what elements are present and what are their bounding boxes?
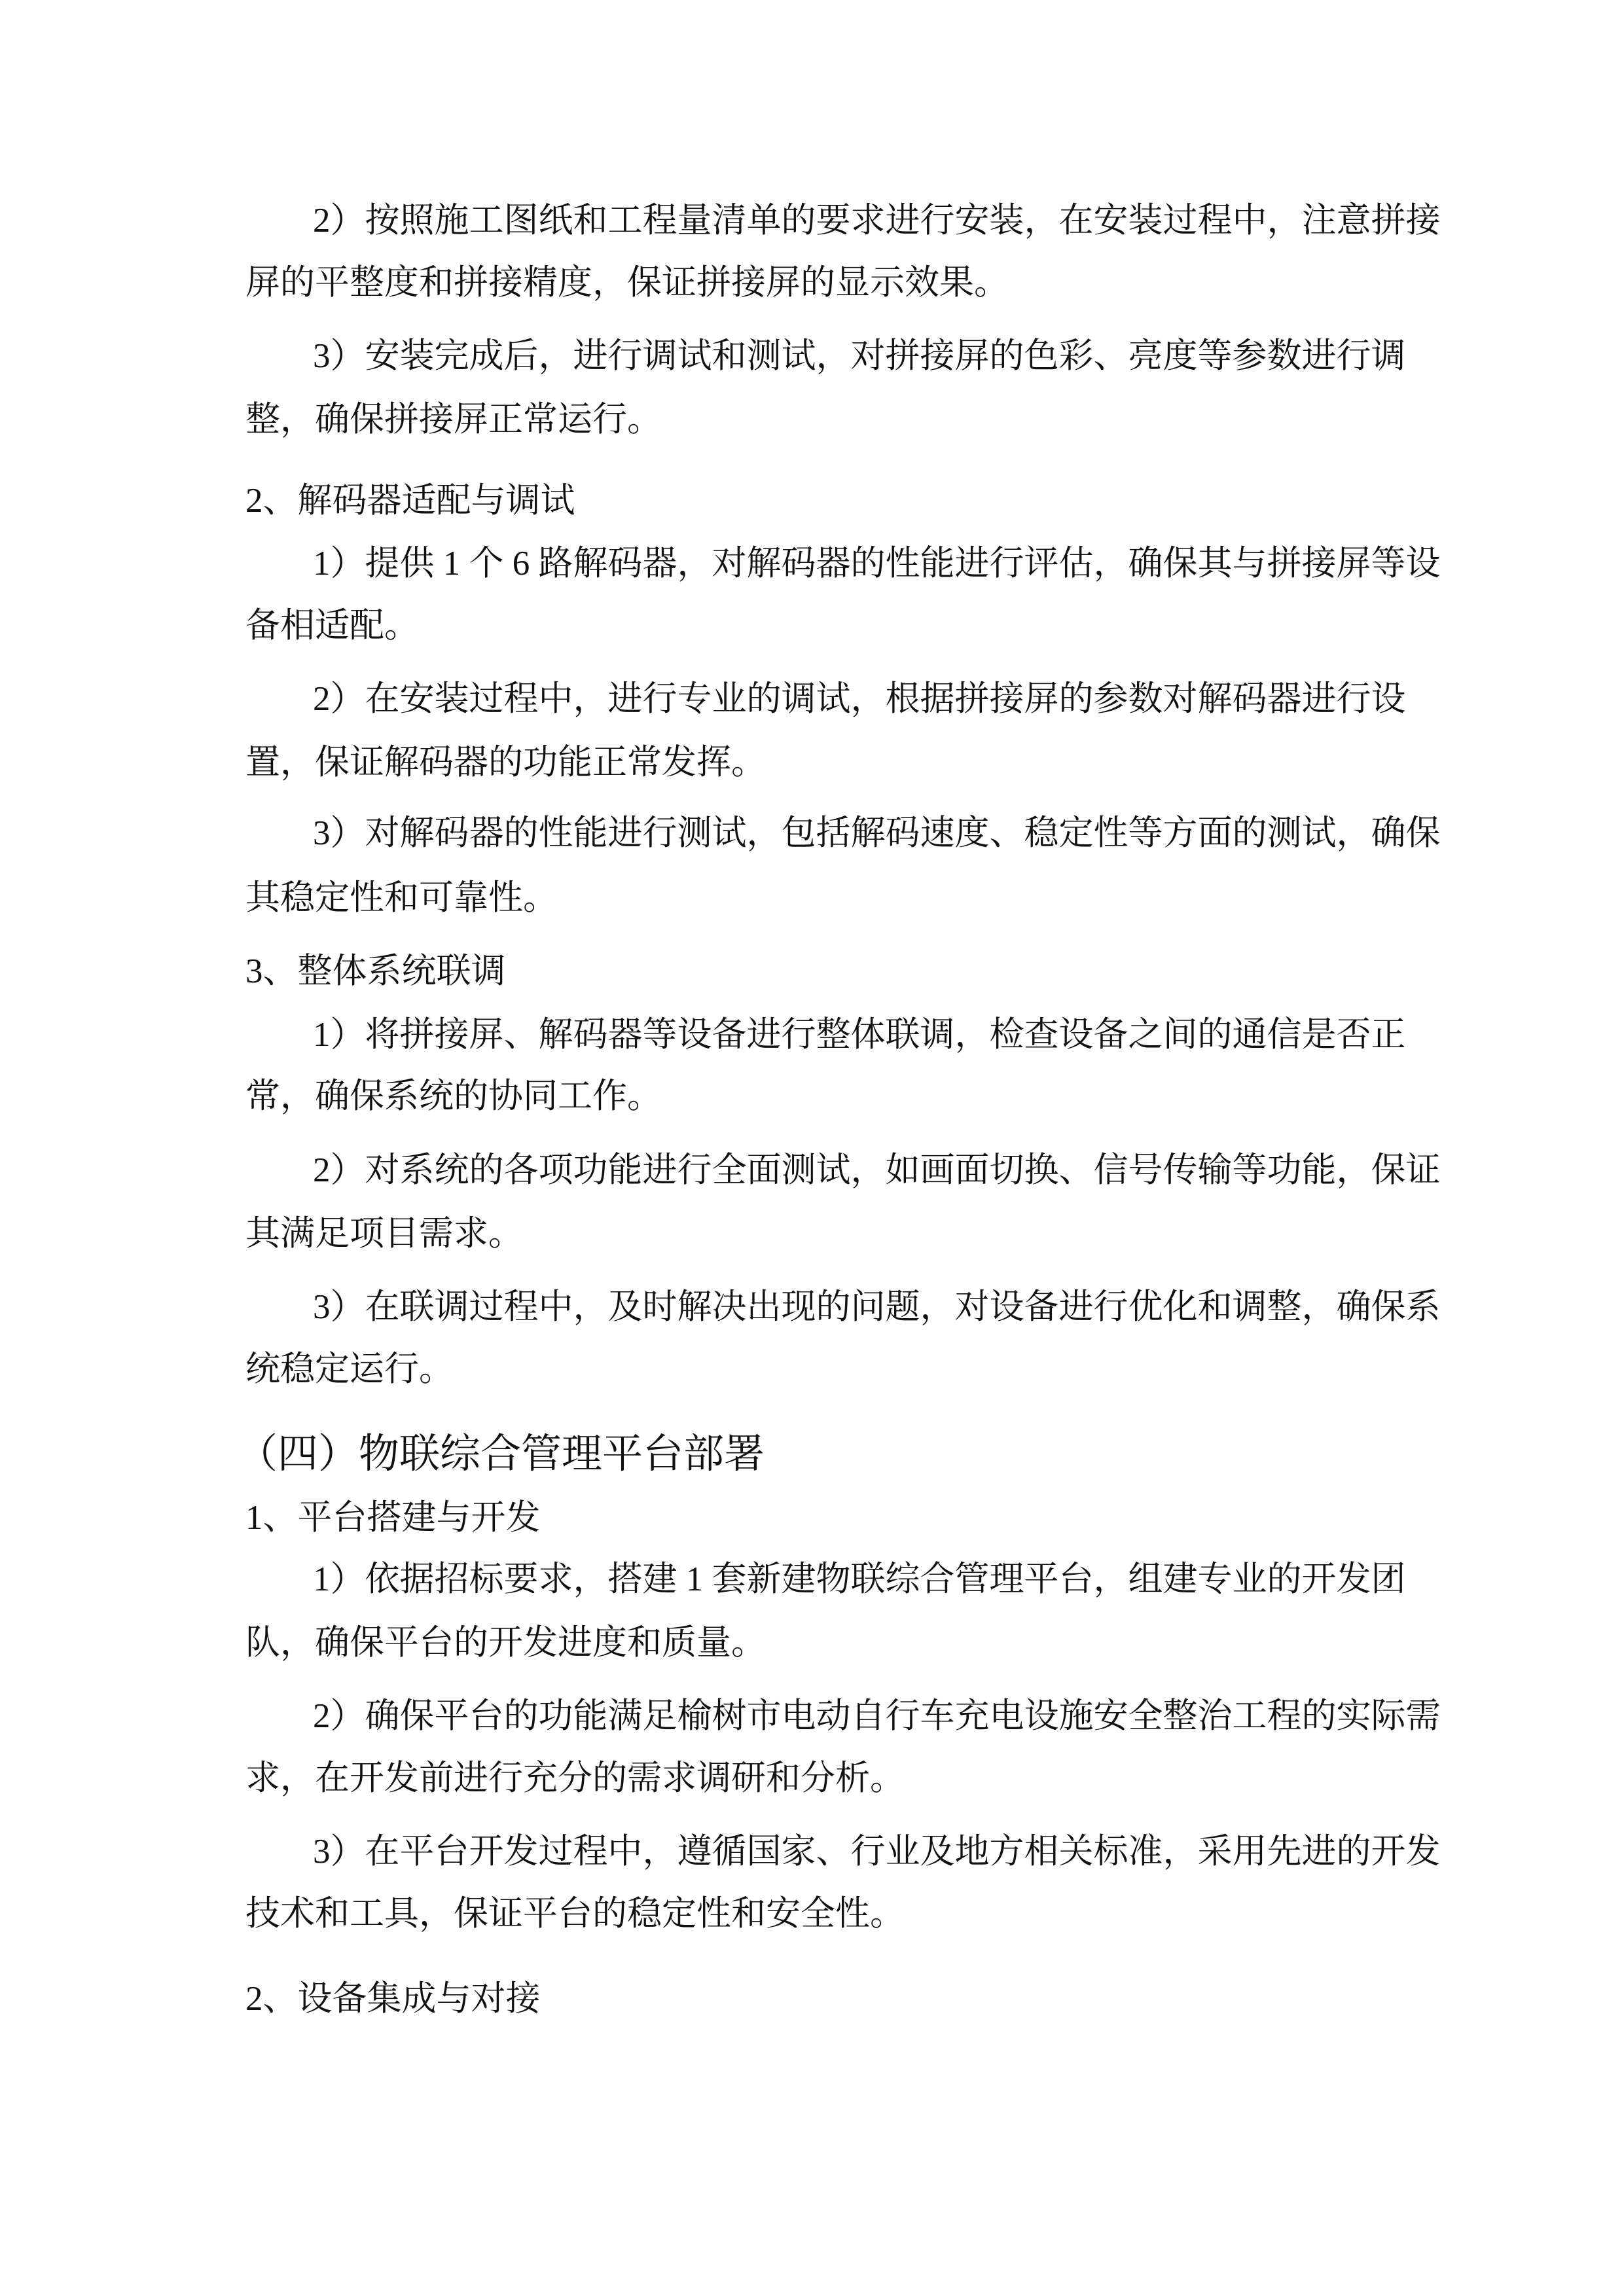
section-heading: 2、解码器适配与调试: [245, 482, 575, 520]
paragraph-line: 其稳定性和可靠性。: [245, 879, 558, 917]
section-heading: 2、设备集成与对接: [245, 1980, 541, 2018]
paragraph-line: 统稳定运行。: [245, 1350, 454, 1388]
paragraph-line: 2）确保平台的功能满足榆树市电动自行车充电设施安全整治工程的实际需: [313, 1697, 1441, 1735]
paragraph-line: 2）在安装过程中，进行专业的调试，根据拼接屏的参数对解码器进行设: [313, 680, 1406, 718]
paragraph-line: 队，确保平台的开发进度和质量。: [245, 1624, 766, 1662]
paragraph-line: 技术和工具，保证平台的稳定性和安全性。: [245, 1895, 905, 1933]
paragraph-line: 整，确保拼接屏正常运行。: [245, 401, 662, 439]
paragraph-line: 1）将拼接屏、解码器等设备进行整体联调，检查设备之间的通信是否正: [313, 1016, 1406, 1054]
paragraph-line: 置，保证解码器的功能正常发挥。: [245, 744, 766, 781]
paragraph-line: 3）对解码器的性能进行测试，包括解码速度、稳定性等方面的测试，确保: [313, 814, 1441, 852]
section-heading: 1、平台搭建与开发: [245, 1499, 541, 1537]
paragraph-line: 常，确保系统的协同工作。: [245, 1077, 662, 1115]
paragraph-line: 3）安装完成后，进行调试和测试，对拼接屏的色彩、亮度等参数进行调: [313, 337, 1406, 375]
paragraph-line: 屏的平整度和拼接精度，保证拼接屏的显示效果。: [245, 264, 1009, 302]
paragraph-line: 求，在开发前进行充分的需求调研和分析。: [245, 1759, 905, 1797]
paragraph-line: 其满足项目需求。: [245, 1215, 523, 1253]
paragraph-line: 3）在平台开发过程中，遵循国家、行业及地方相关标准，采用先进的开发: [313, 1833, 1441, 1871]
paragraph-line: 备相适配。: [245, 607, 419, 645]
section-heading: 3、整体系统联调: [245, 952, 506, 990]
paragraph-line: 1）依据招标要求，搭建 1 套新建物联综合管理平台，组建专业的开发团: [313, 1560, 1406, 1598]
paragraph-line: 2）对系统的各项功能进行全面测试，如画面切换、信号传输等功能，保证: [313, 1151, 1441, 1189]
paragraph-line: 2）按照施工图纸和工程量清单的要求进行安装，在安装过程中，注意拼接: [313, 202, 1441, 240]
paragraph-line: 3）在联调过程中，及时解决出现的问题，对设备进行优化和调整，确保系: [313, 1288, 1441, 1326]
paragraph-line: 1）提供 1 个 6 路解码器，对解码器的性能进行评估，确保其与拼接屏等设: [313, 545, 1441, 583]
chapter-heading: （四）物联综合管理平台部署: [237, 1432, 765, 1477]
